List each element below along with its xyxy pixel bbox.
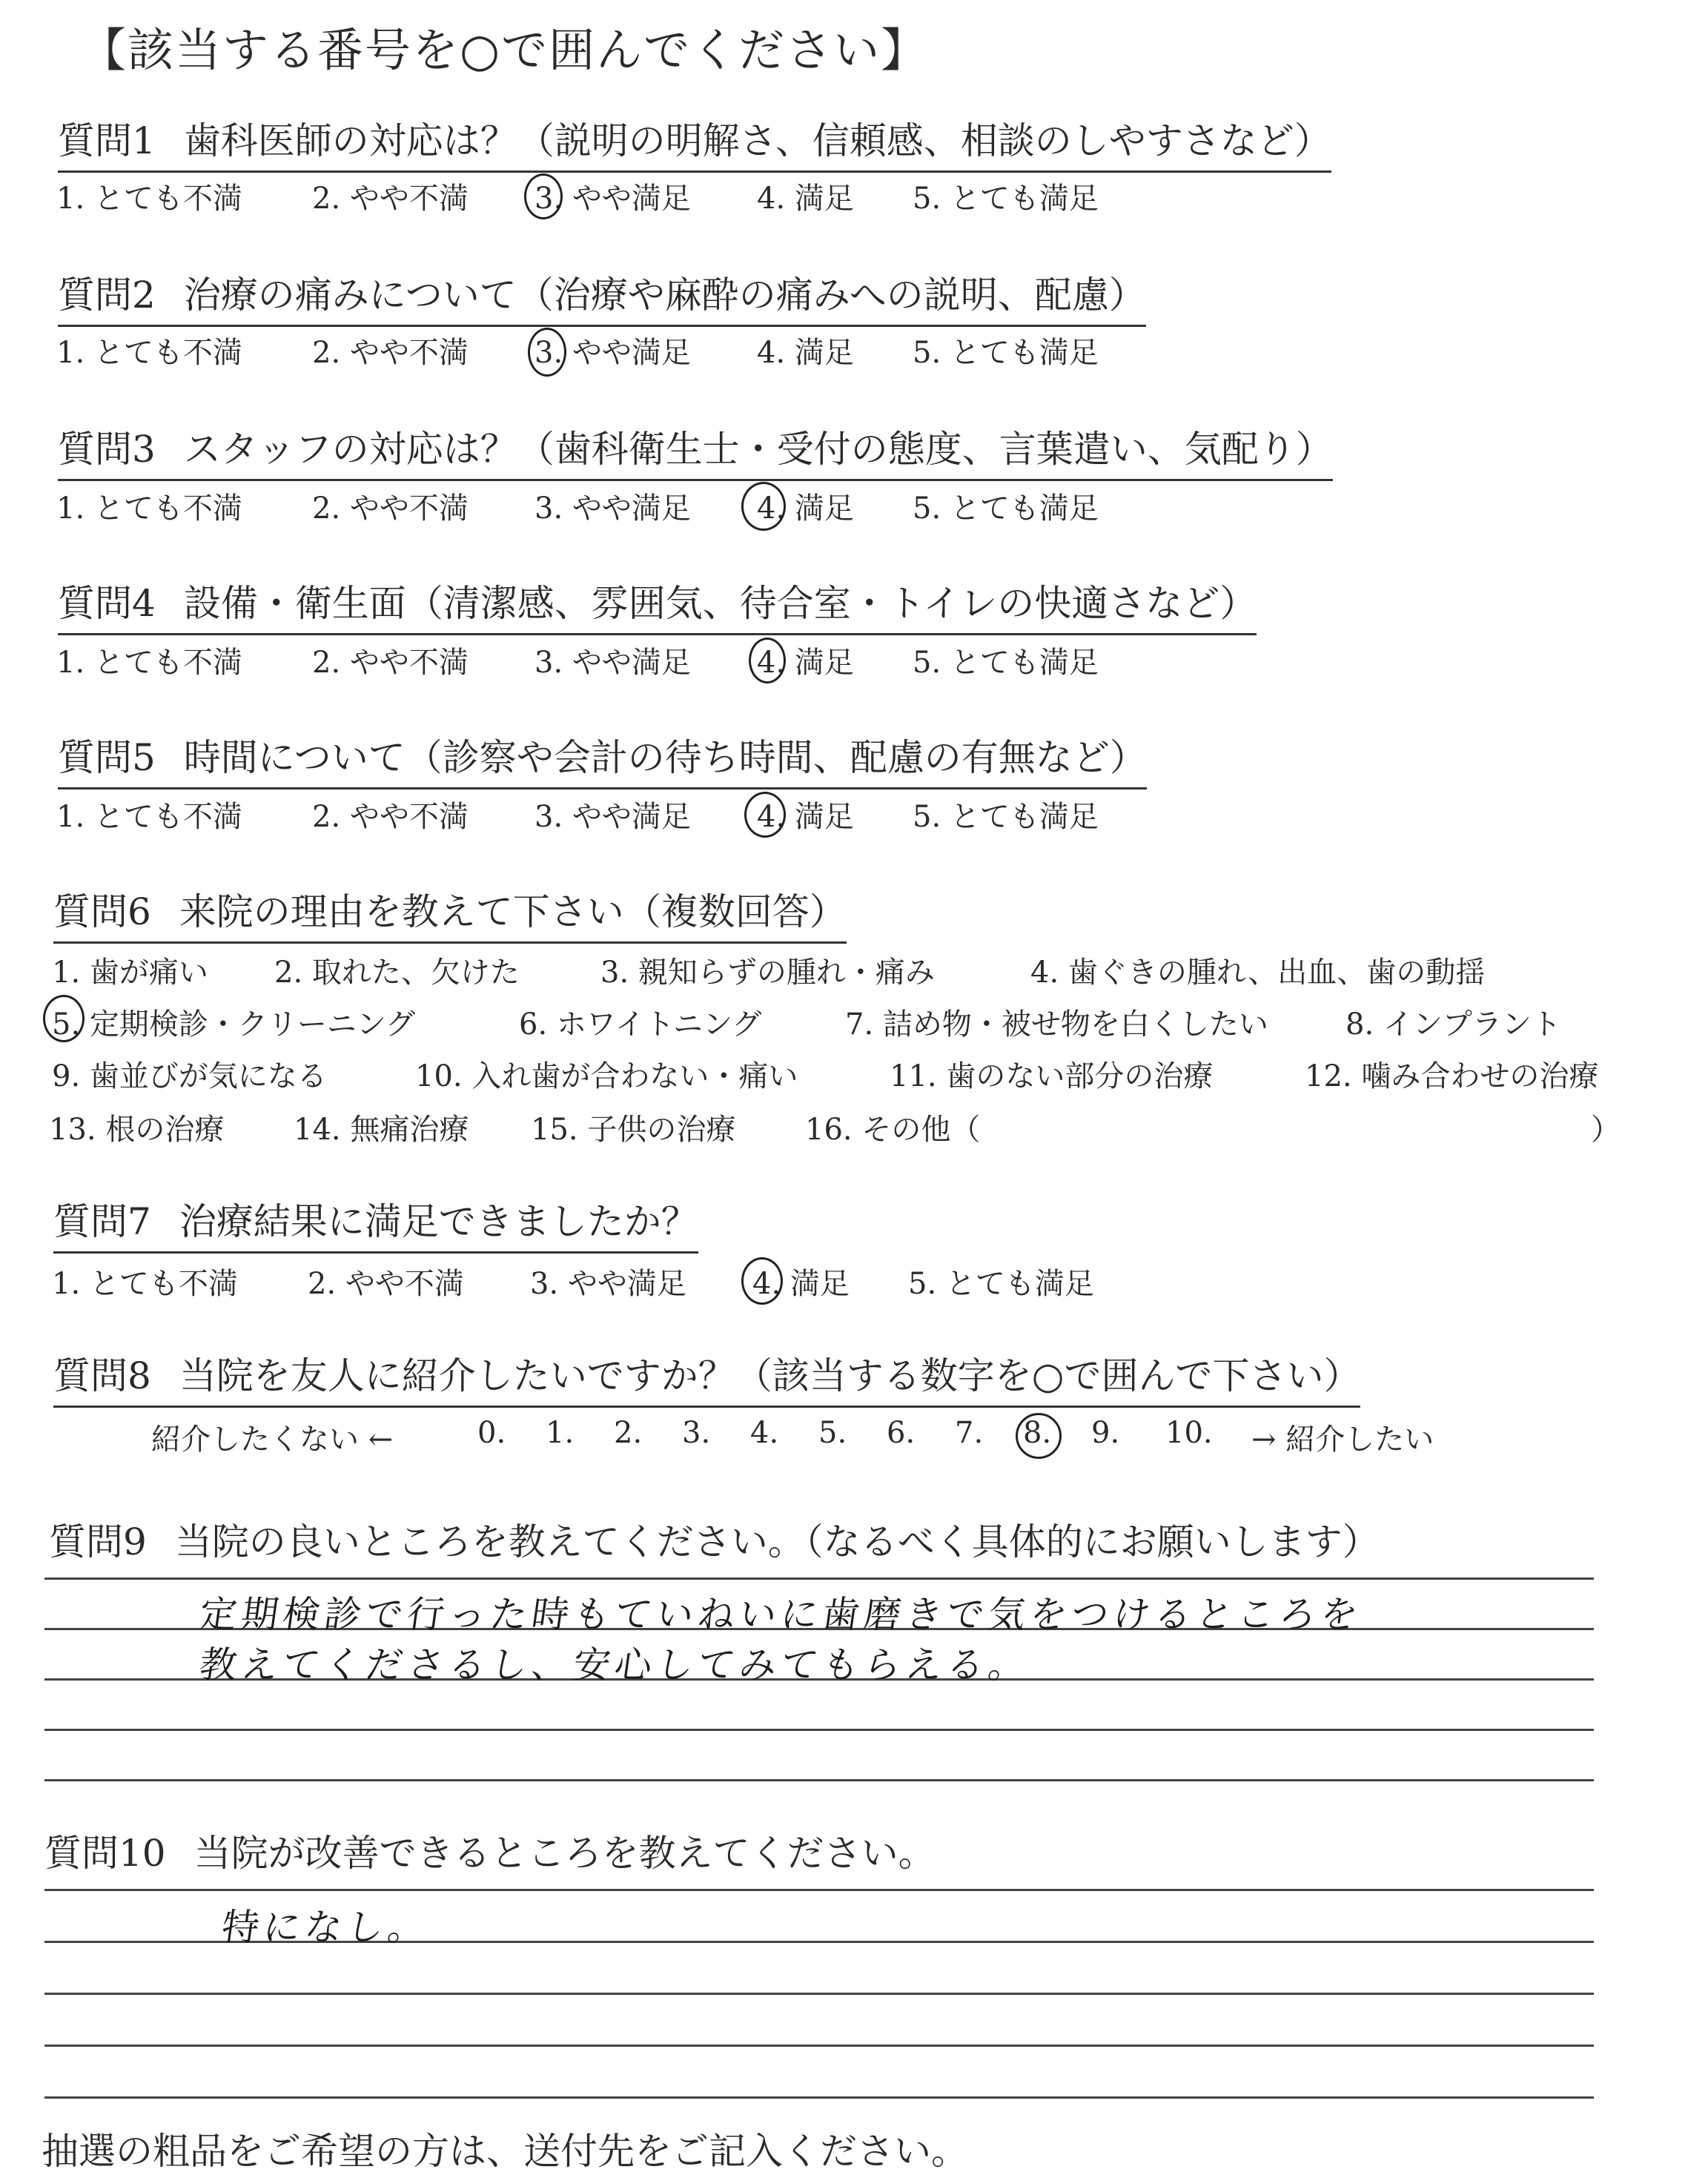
- q6-option-7[interactable]: 7. 詰め物・被せ物を白くしたい: [845, 1007, 1268, 1042]
- q6-option-11[interactable]: 11. 歯のない部分の治療: [890, 1059, 1214, 1093]
- q9-answer-line-5: [44, 1779, 1594, 1781]
- q1-option-3[interactable]: 3. やや満足: [534, 182, 691, 216]
- q7-selection-circle: [741, 1257, 783, 1305]
- q3-option-4[interactable]: 4. 満足: [757, 491, 854, 526]
- q4-selection-circle: [749, 638, 786, 683]
- question-8-heading: [53, 1346, 1360, 1408]
- q6-row-2: [52, 1001, 1668, 1042]
- q6-option-15[interactable]: 15. 子供の治療: [531, 1113, 736, 1147]
- q3-selection-circle: [741, 482, 786, 531]
- question-7-text: 治療結果に満足できましたか？: [179, 1200, 698, 1243]
- q5-selection-circle: [744, 792, 786, 838]
- q6-option-2[interactable]: 2. 取れた、欠けた: [274, 956, 520, 990]
- question-3-text: スタッフの対応は？（歯科衛生士・受付の態度、言葉遣い、気配り）: [183, 428, 1333, 471]
- q8-value-0[interactable]: 0.: [477, 1416, 506, 1450]
- q7-option-3[interactable]: 3. やや満足: [530, 1267, 686, 1301]
- question-6-number: 質問6: [53, 890, 151, 933]
- q10-answer-line-1: [44, 1889, 1594, 1891]
- question-1-heading: [58, 111, 1331, 173]
- q9-handwritten-answer-line-2: 教えてくださるし、安心してみてもらえる。: [196, 1643, 1033, 1686]
- q8-value-3[interactable]: 3.: [682, 1416, 711, 1450]
- q10-handwritten-answer: 特になし。: [219, 1906, 433, 1949]
- question-7-heading: [53, 1192, 698, 1254]
- question-8-text: 当院を友人に紹介したいですか？（該当する数字を○で囲んで下さい）: [179, 1354, 1361, 1397]
- question-5-text: 時間について（診察や会計の待ち時間、配慮の有無など）: [183, 736, 1147, 779]
- q6-option-8[interactable]: 8. インプラント: [1345, 1007, 1561, 1042]
- question-2-number: 質問2: [58, 274, 156, 317]
- q8-scale: [151, 1416, 1486, 1457]
- q3-option-2[interactable]: 2. やや不満: [312, 491, 469, 526]
- question-6-text: 来院の理由を教えて下さい（複数回答）: [179, 890, 847, 933]
- question-3-number: 質問3: [58, 428, 156, 471]
- q6-row-1: [52, 949, 1668, 990]
- q5-option-4[interactable]: 4. 満足: [757, 800, 854, 834]
- q6-option-10[interactable]: 10. 入れ歯が合わない・痛い: [415, 1059, 798, 1093]
- q6-option-5[interactable]: 5. 定期検診・クリーニング: [52, 1007, 416, 1042]
- q4-option-1[interactable]: 1. とても不満: [56, 646, 242, 680]
- question-9-number: 質問9: [49, 1520, 147, 1563]
- q8-right-label: → 紹介したい: [1251, 1423, 1434, 1457]
- page-title: 【該当する番号を○で囲んでください】: [80, 23, 929, 77]
- question-2-heading: [58, 265, 1146, 327]
- q7-option-4[interactable]: 4. 満足: [752, 1267, 850, 1301]
- q5-option-1[interactable]: 1. とても不満: [56, 800, 242, 834]
- q8-value-6[interactable]: 6.: [887, 1416, 916, 1450]
- question-5-heading: [58, 728, 1147, 789]
- question-6-heading: [53, 882, 847, 944]
- question-9-heading: [49, 1512, 1380, 1566]
- q8-value-10[interactable]: 10.: [1165, 1416, 1213, 1450]
- q6-other-close-paren: ）: [1591, 1113, 1621, 1147]
- q4-option-4[interactable]: 4. 満足: [757, 646, 854, 680]
- q6-option-14[interactable]: 14. 無痛治療: [294, 1113, 469, 1147]
- q2-option-4[interactable]: 4. 満足: [757, 336, 854, 370]
- q2-option-2[interactable]: 2. やや不満: [312, 336, 469, 370]
- q8-value-1[interactable]: 1.: [546, 1416, 575, 1450]
- footer-text: 抽選の粗品をご希望の方は、送付先をご記入ください。: [42, 2130, 968, 2173]
- q7-option-1[interactable]: 1. とても不満: [52, 1267, 238, 1301]
- question-1-number: 質問1: [58, 119, 156, 162]
- q6-option-12[interactable]: 12. 噛み合わせの治療: [1305, 1059, 1599, 1093]
- q3-option-1[interactable]: 1. とても不満: [56, 491, 242, 526]
- question-4-number: 質問4: [58, 582, 156, 625]
- q2-selection-circle: [528, 328, 566, 377]
- q4-option-3[interactable]: 3. やや満足: [534, 646, 691, 680]
- question-10-heading: [44, 1824, 936, 1877]
- q6-option-1[interactable]: 1. 歯が痛い: [52, 956, 208, 990]
- q6-option-9[interactable]: 9. 歯並びが気になる: [52, 1059, 327, 1093]
- q4-option-2[interactable]: 2. やや不満: [312, 646, 469, 680]
- q2-option-3[interactable]: 3. やや満足: [534, 336, 691, 370]
- q5-option-5[interactable]: 5. とても満足: [913, 800, 1099, 834]
- question-4-text: 設備・衛生面（清潔感、雰囲気、待合室・トイレの快適さなど）: [183, 582, 1257, 625]
- q8-selection-circle: [1016, 1413, 1062, 1459]
- q6-option-6[interactable]: 6. ホワイトニング: [519, 1007, 762, 1042]
- q9-answer-line-4: [44, 1729, 1594, 1731]
- question-9-text: 当院の良いところを教えてください。（なるべく具体的にお願いします）: [174, 1520, 1380, 1563]
- q6-option-13[interactable]: 13. 根の治療: [49, 1113, 225, 1147]
- q3-option-5[interactable]: 5. とても満足: [913, 491, 1099, 526]
- q1-option-5[interactable]: 5. とても満足: [913, 182, 1099, 216]
- q8-value-5[interactable]: 5.: [818, 1416, 847, 1450]
- q6-selection-circle: [43, 995, 85, 1042]
- q2-option-5[interactable]: 5. とても満足: [913, 336, 1099, 370]
- q10-answer-line-5: [44, 2096, 1594, 2099]
- q1-option-2[interactable]: 2. やや不満: [312, 182, 469, 216]
- q4-option-5[interactable]: 5. とても満足: [913, 646, 1099, 680]
- q7-option-5[interactable]: 5. とても満足: [908, 1267, 1094, 1301]
- q6-option-3[interactable]: 3. 親知らずの腫れ・痛み: [600, 956, 935, 990]
- question-7-number: 質問7: [53, 1200, 151, 1243]
- q8-value-8[interactable]: 8.: [1023, 1416, 1052, 1450]
- q1-option-4[interactable]: 4. 満足: [757, 182, 854, 216]
- q6-option-16[interactable]: 16. その他（: [805, 1113, 981, 1147]
- question-1-text: 歯科医師の対応は？（説明の明解さ、信頼感、相談のしやすさなど）: [183, 119, 1331, 162]
- q5-option-2[interactable]: 2. やや不満: [312, 800, 469, 834]
- question-5-number: 質問5: [58, 736, 156, 779]
- q9-answer-line-1: [44, 1578, 1594, 1580]
- question-10-text: 当院が改善できるところを教えてください。: [193, 1832, 936, 1875]
- q9-handwritten-answer-line-1: 定期検診で行った時もていねいに歯磨きで気をつけるところを: [196, 1593, 1366, 1636]
- question-4-heading: [58, 574, 1257, 635]
- q10-answer-line-3: [44, 1993, 1594, 1995]
- q8-left-label: 紹介したくない ←: [151, 1423, 394, 1457]
- question-3-heading: [58, 420, 1333, 481]
- q2-option-1[interactable]: 1. とても不満: [56, 336, 242, 370]
- question-10-number: 質問10: [44, 1832, 166, 1875]
- q6-row-3: [52, 1053, 1668, 1093]
- q6-row-4: [49, 1106, 1665, 1147]
- q8-value-7[interactable]: 7.: [955, 1416, 984, 1450]
- q6-option-4[interactable]: 4. 歯ぐきの腫れ、出血、歯の動揺: [1030, 956, 1486, 990]
- q8-value-9[interactable]: 9.: [1091, 1416, 1120, 1450]
- q7-option-2[interactable]: 2. やや不満: [308, 1267, 464, 1301]
- q3-option-3[interactable]: 3. やや満足: [534, 491, 691, 526]
- q1-option-1[interactable]: 1. とても不満: [56, 182, 242, 216]
- q1-selection-circle: [524, 173, 563, 219]
- q5-option-3[interactable]: 3. やや満足: [534, 800, 691, 834]
- question-8-number: 質問8: [53, 1354, 151, 1397]
- question-2-text: 治療の痛みについて（治療や麻酔の痛みへの説明、配慮）: [183, 274, 1146, 317]
- q8-value-2[interactable]: 2.: [614, 1416, 643, 1450]
- q8-value-4[interactable]: 4.: [750, 1416, 779, 1450]
- q10-answer-line-4: [44, 2045, 1594, 2047]
